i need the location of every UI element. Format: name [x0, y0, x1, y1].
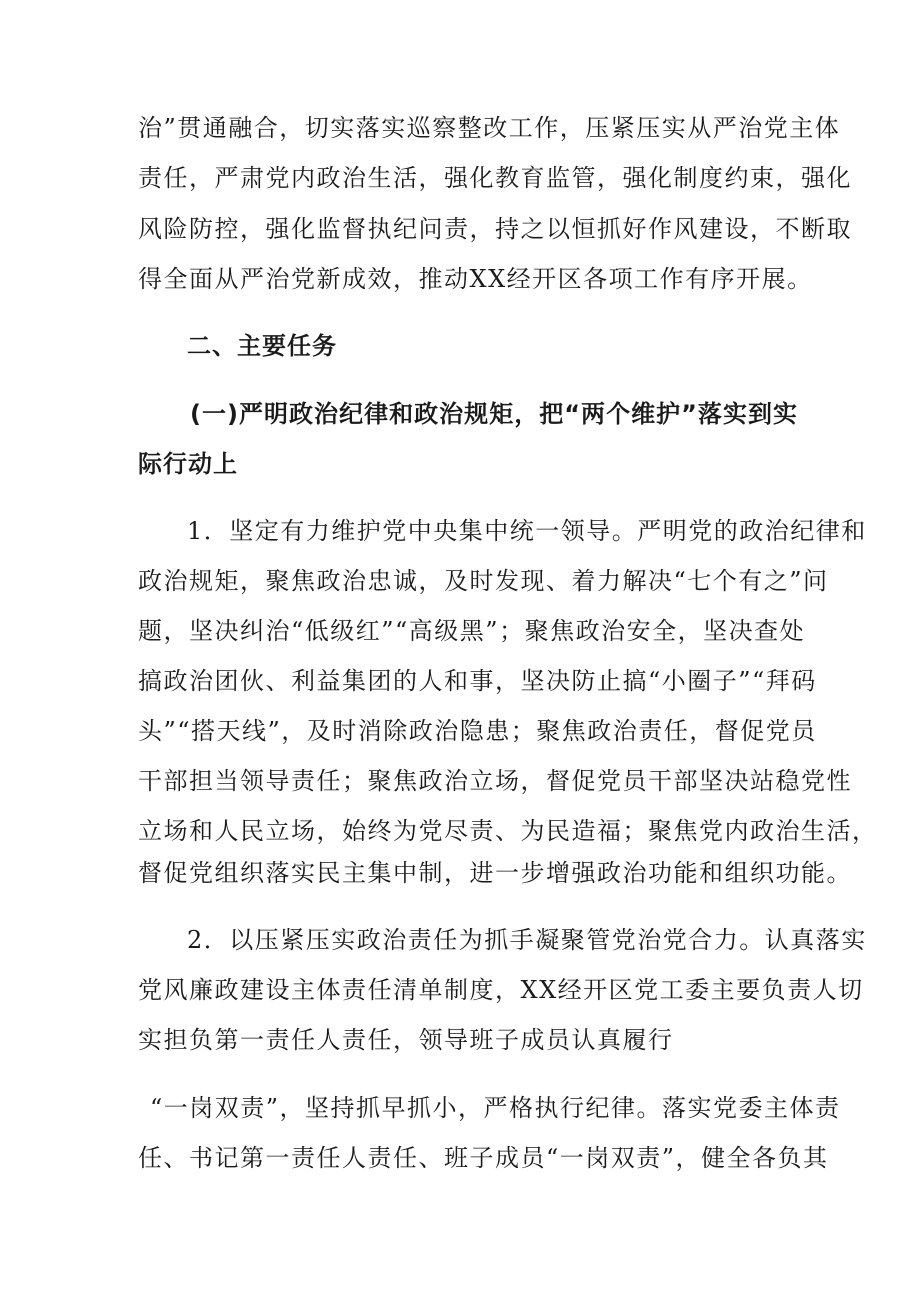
item1-line: 头”“搭天线”，及时消除政治隐患；聚焦政治责任，督促党员: [138, 717, 817, 745]
subheading-line: (一)严明政治纪律和政治规矩，把“两个维护”落实到实: [190, 400, 798, 428]
subheading-line: 际行动上: [138, 450, 238, 478]
intro-line: 责任，严肃党内政治生活，强化教育监管，强化制度约束，强化: [138, 164, 852, 192]
item1-line: 政治规矩，聚焦政治忠诚，及时发现、着力解决“七个有之”问: [138, 567, 829, 595]
item1-line: 搞政治团伙、利益集团的人和事，坚决防止搞“小圈子”“拜码: [138, 667, 817, 695]
intro-line: 得全面从严治党新成效，推动XX经开区各项工作有序开展。: [138, 265, 813, 293]
item1-line: 督促党组织落实民主集中制，进一步增强政治功能和组织功能。: [138, 859, 852, 887]
item2-line: 党风廉政建设主体责任清单制度，XX经开区党工委主要负责人切: [138, 976, 864, 1004]
item2-line: 2．以压紧压实政治责任为抓手凝聚管党治党合力。认真落实: [187, 926, 867, 954]
item1-line: 干部担当领导责任；聚焦政治立场，督促党员干部坚决站稳党性: [138, 767, 852, 795]
item1-line: 立场和人民立场，始终为党尽责、为民造福；聚焦党内政治生活，: [138, 817, 878, 845]
section-heading: 二、主要任务: [187, 332, 337, 360]
item2-line: 实担负第一责任人责任，领导班子成员认真履行: [138, 1026, 674, 1054]
intro-line: 风险防控，强化监督执纪问责，持之以恒抓好作风建设，不断取: [138, 215, 852, 243]
item1-line: 题，坚决纠治“低级红”“高级黑”；聚焦政治安全，坚决查处: [138, 617, 806, 645]
continuation-line: 任、书记第一责任人责任、班子成员“一岗双责”，健全各负其: [138, 1144, 829, 1172]
item1-line: 1．坚定有力维护党中央集中统一领导。严明党的政治纪律和: [187, 517, 867, 545]
continuation-line: “一岗双责”，坚持抓早抓小，严格执行纪律。落实党委主体责: [150, 1094, 841, 1122]
intro-line: 治”贯通融合，切实落实巡察整改工作，压紧压实从严治党主体: [138, 114, 841, 142]
